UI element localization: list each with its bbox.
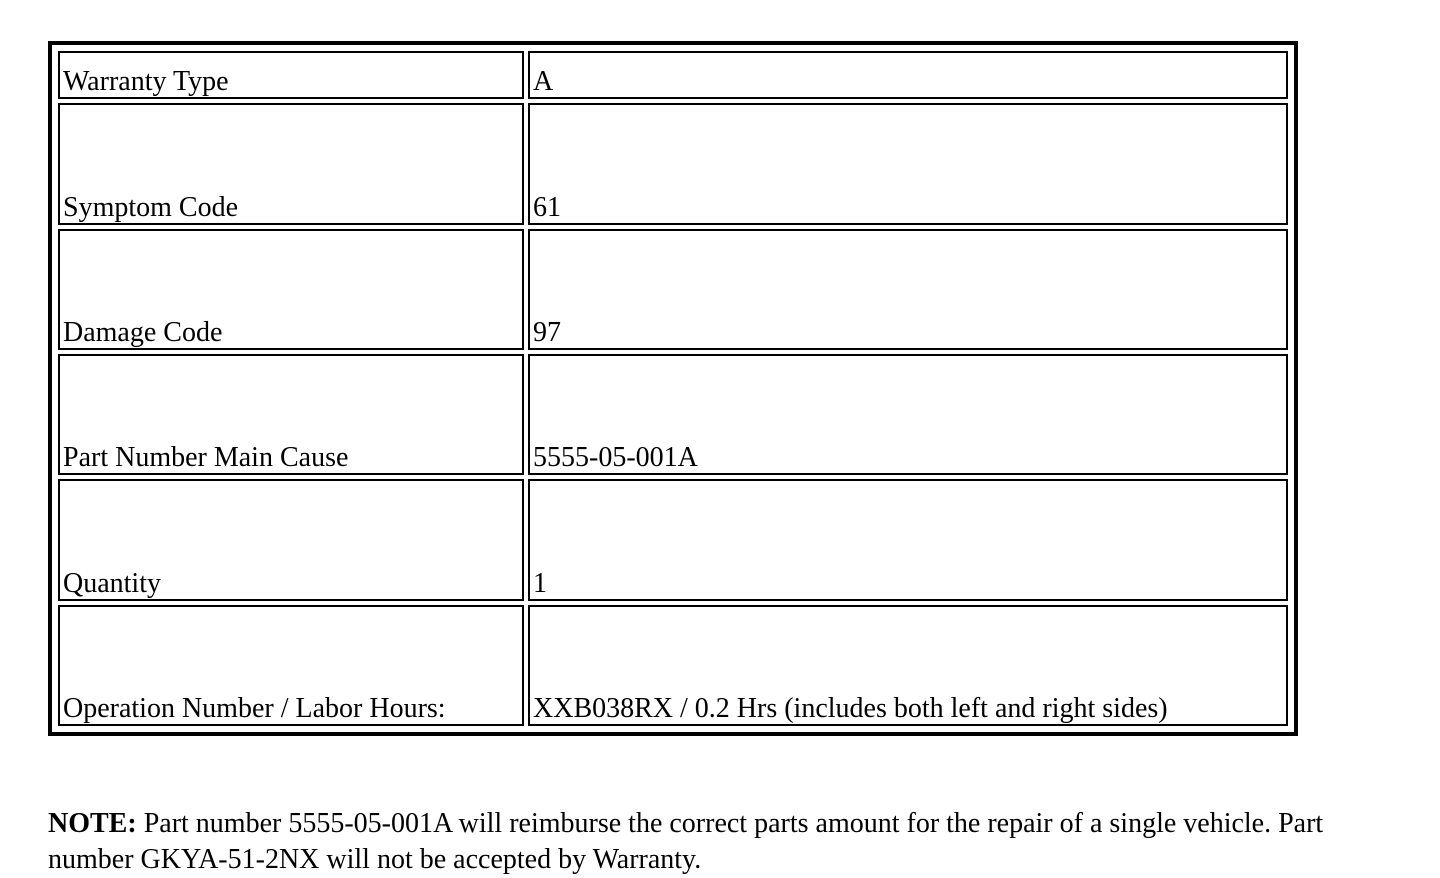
table-row-warranty-type: [58, 51, 1288, 99]
warranty-info-table-frame: [48, 41, 1298, 736]
table-row-damage-code: [58, 229, 1288, 350]
warranty-info-table: [54, 47, 1292, 730]
table-row-part-number: [58, 354, 1288, 475]
table-row-quantity: [58, 479, 1288, 600]
part-number-value: 5555-05-001A: [528, 354, 1288, 475]
note-text: Part number 5555-05-001A will reimburse the correct parts amount for the repair of a single vehicle. Part number GKYA-51-2NX will not be accepted by Warranty.: [48, 808, 1324, 875]
operation-number-label: Operation Number / Labor Hours:: [58, 605, 524, 726]
part-number-label: Part Number Main Cause: [58, 354, 524, 475]
quantity-value: 1: [528, 479, 1288, 600]
note-paragraph: [48, 806, 1408, 878]
table-row-symptom-code: [58, 103, 1288, 224]
quantity-label: Quantity: [58, 479, 524, 600]
table-row-operation-number: [58, 605, 1288, 726]
operation-number-value: XXB038RX / 0.2 Hrs (includes both left and right sides): [528, 605, 1288, 726]
damage-code-label: Damage Code: [58, 229, 524, 350]
warranty-type-value: A: [528, 51, 1288, 99]
warranty-type-label: Warranty Type: [58, 51, 524, 99]
damage-code-value: 97: [528, 229, 1288, 350]
symptom-code-value: 61: [528, 103, 1288, 224]
note-label: NOTE:: [48, 808, 137, 839]
symptom-code-label: Symptom Code: [58, 103, 524, 224]
